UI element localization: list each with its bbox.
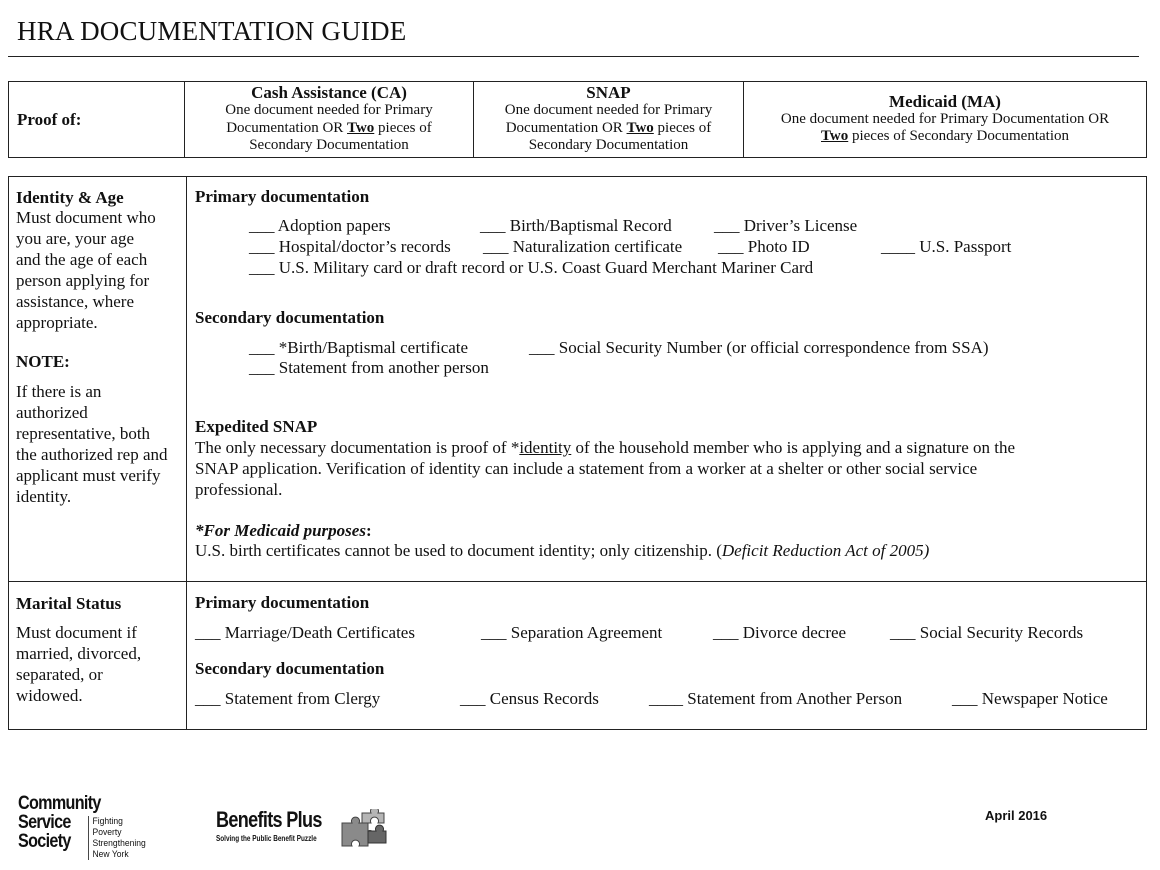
ca-line1: One document needed for Primary <box>225 102 433 118</box>
ma-line1: One document needed for Primary Documentation OR <box>780 110 1110 127</box>
ca-line2-post: pieces of <box>374 119 432 136</box>
medicaid-purposes-title <box>195 520 372 541</box>
css-logo-word: Service <box>18 812 71 833</box>
column-divider <box>186 177 187 729</box>
ma-two: Two <box>821 128 849 145</box>
footer-date: April 2016 <box>985 808 1048 823</box>
primary-item: ____ U.S. Passport <box>881 237 1012 256</box>
marital-primary-item: ___ Marriage/Death Certificates <box>195 623 415 642</box>
snap-line2 <box>478 120 739 138</box>
ma-line2 <box>748 128 1142 146</box>
css-logo-word: Community <box>18 793 101 814</box>
snap-line2-pre: Documentation OR <box>505 119 627 136</box>
marital-primary-item: ___ Social Security Records <box>890 623 1084 642</box>
ca-header-cell <box>185 82 474 158</box>
medicaid-note <box>195 540 929 561</box>
secondary-item: ___ *Birth/Baptismal certificate <box>249 338 469 357</box>
marital-secondary-item: ___ Statement from Clergy <box>195 689 381 708</box>
medicaid-italic: Deficit Reduction Act <box>721 541 868 560</box>
note-label: NOTE: <box>16 352 70 371</box>
page-title: HRA DOCUMENTATION GUIDE <box>17 16 407 46</box>
marital-primary-item: ___ Divorce decree <box>713 623 847 642</box>
expedited-line2: SNAP application. Verification of identity can include a statement from a worker at a shelter or other social service <box>195 459 978 478</box>
expedited-post: of the household member who is applying and a signature on the <box>571 438 1016 457</box>
expedited-snap-title: Expedited SNAP <box>195 417 318 436</box>
ma-line2-post: pieces of Secondary Documentation <box>848 128 1069 145</box>
identity-secondary-title: Secondary documentation <box>195 308 385 327</box>
proof-of-cell: Proof of: <box>9 82 185 158</box>
expedited-line1 <box>195 437 1015 458</box>
primary-item: ___ Birth/Baptismal Record <box>480 216 672 235</box>
primary-item: ___ Adoption papers <box>249 216 391 235</box>
secondary-item: ___ Statement from another person <box>249 358 489 377</box>
primary-item: ___ Naturalization certificate <box>483 237 683 256</box>
marital-secondary-item: ____ Statement from Another Person <box>649 689 903 708</box>
community-service-society-logo <box>18 793 148 860</box>
identity-desc <box>16 207 156 333</box>
snap-line1: One document needed for Primary <box>504 102 713 118</box>
bp-logo-name: Benefits Plus <box>216 807 322 832</box>
medicaid-colon: : <box>365 521 372 540</box>
marital-primary-title: Primary documentation <box>195 593 370 612</box>
marital-label: Marital Status <box>16 594 122 613</box>
note-line: representative, both <box>16 424 151 443</box>
puzzle-icon <box>338 809 388 851</box>
snap-line2-post: pieces of <box>653 119 712 136</box>
identity-desc-line: and the age of each <box>16 250 148 269</box>
ma-header-cell <box>744 82 1147 158</box>
marital-desc-line: married, divorced, <box>16 644 142 663</box>
ca-line3: Secondary Documentation <box>249 137 409 153</box>
identity-desc-line: appropriate. <box>16 313 98 332</box>
expedited-line3: professional. <box>195 480 283 499</box>
marital-desc-line: Must document if <box>16 623 137 642</box>
marital-secondary-item: ___ Newspaper Notice <box>952 689 1108 708</box>
marital-secondary-title: Secondary documentation <box>195 659 385 678</box>
snap-two: Two <box>626 119 654 136</box>
identity-underlined: identity <box>519 438 572 457</box>
css-logo-word: Society <box>18 831 71 852</box>
note-line: authorized <box>16 403 88 422</box>
ma-title: Medicaid (MA) <box>889 91 1001 111</box>
css-tagline-line: New York <box>92 849 129 860</box>
ca-line2-pre: Documentation OR <box>226 119 348 136</box>
primary-item: ___ Driver’s License <box>714 216 858 235</box>
marital-desc-line: widowed. <box>16 686 83 705</box>
identity-label: Identity & Age <box>16 188 124 207</box>
identity-desc-line: Must document who <box>16 208 156 227</box>
snap-title: SNAP <box>586 83 631 102</box>
note-line: identity. <box>16 487 72 506</box>
identity-desc-line: assistance, where <box>16 292 135 311</box>
ca-two: Two <box>347 119 375 136</box>
medicaid-title-text: *For Medicaid purposes <box>195 521 366 540</box>
note-line: applicant must verify <box>16 466 161 485</box>
identity-desc-line: you are, your age <box>16 229 135 248</box>
snap-header-cell <box>474 82 744 158</box>
bp-logo-tagline: Solving the Public Benefit Puzzle <box>216 834 317 843</box>
primary-item: ___ Photo ID <box>718 237 810 256</box>
secondary-item: ___ Social Security Number (or official correspondence from SSA) <box>529 338 989 357</box>
css-logo-tagline <box>88 816 146 860</box>
ca-title: Cash Assistance (CA) <box>251 83 407 102</box>
marital-desc <box>16 622 141 706</box>
marital-desc-line: separated, or <box>16 665 103 684</box>
marital-secondary-item: ___ Census Records <box>460 689 599 708</box>
css-tagline-line: Fighting Poverty <box>92 816 123 838</box>
ca-line2 <box>189 120 469 138</box>
header-table <box>8 81 1147 158</box>
primary-item: ___ U.S. Military card or draft record or U.S. Coast Guard Merchant Mariner Card <box>249 258 814 277</box>
medicaid-post: of 2005) <box>867 541 930 560</box>
primary-item: ___ Hospital/doctor’s records <box>249 237 451 256</box>
title-rule <box>8 56 1139 57</box>
css-tagline-line: Strengthening <box>92 838 146 849</box>
requirements-table <box>8 176 1147 730</box>
medicaid-pre: U.S. birth certificates cannot be used to document identity; only citizenship. ( <box>195 541 722 560</box>
expedited-pre: The only necessary documentation is proof of * <box>195 438 520 457</box>
note-line: the authorized rep and <box>16 445 168 464</box>
snap-line3: Secondary Documentation <box>528 137 689 153</box>
benefits-plus-logo <box>216 807 396 853</box>
marital-primary-item: ___ Separation Agreement <box>481 623 663 642</box>
row-divider <box>9 581 1146 582</box>
note-text <box>16 381 168 507</box>
note-line: If there is an <box>16 382 102 401</box>
identity-desc-line: person applying for <box>16 271 150 290</box>
identity-primary-title: Primary documentation <box>195 187 370 206</box>
